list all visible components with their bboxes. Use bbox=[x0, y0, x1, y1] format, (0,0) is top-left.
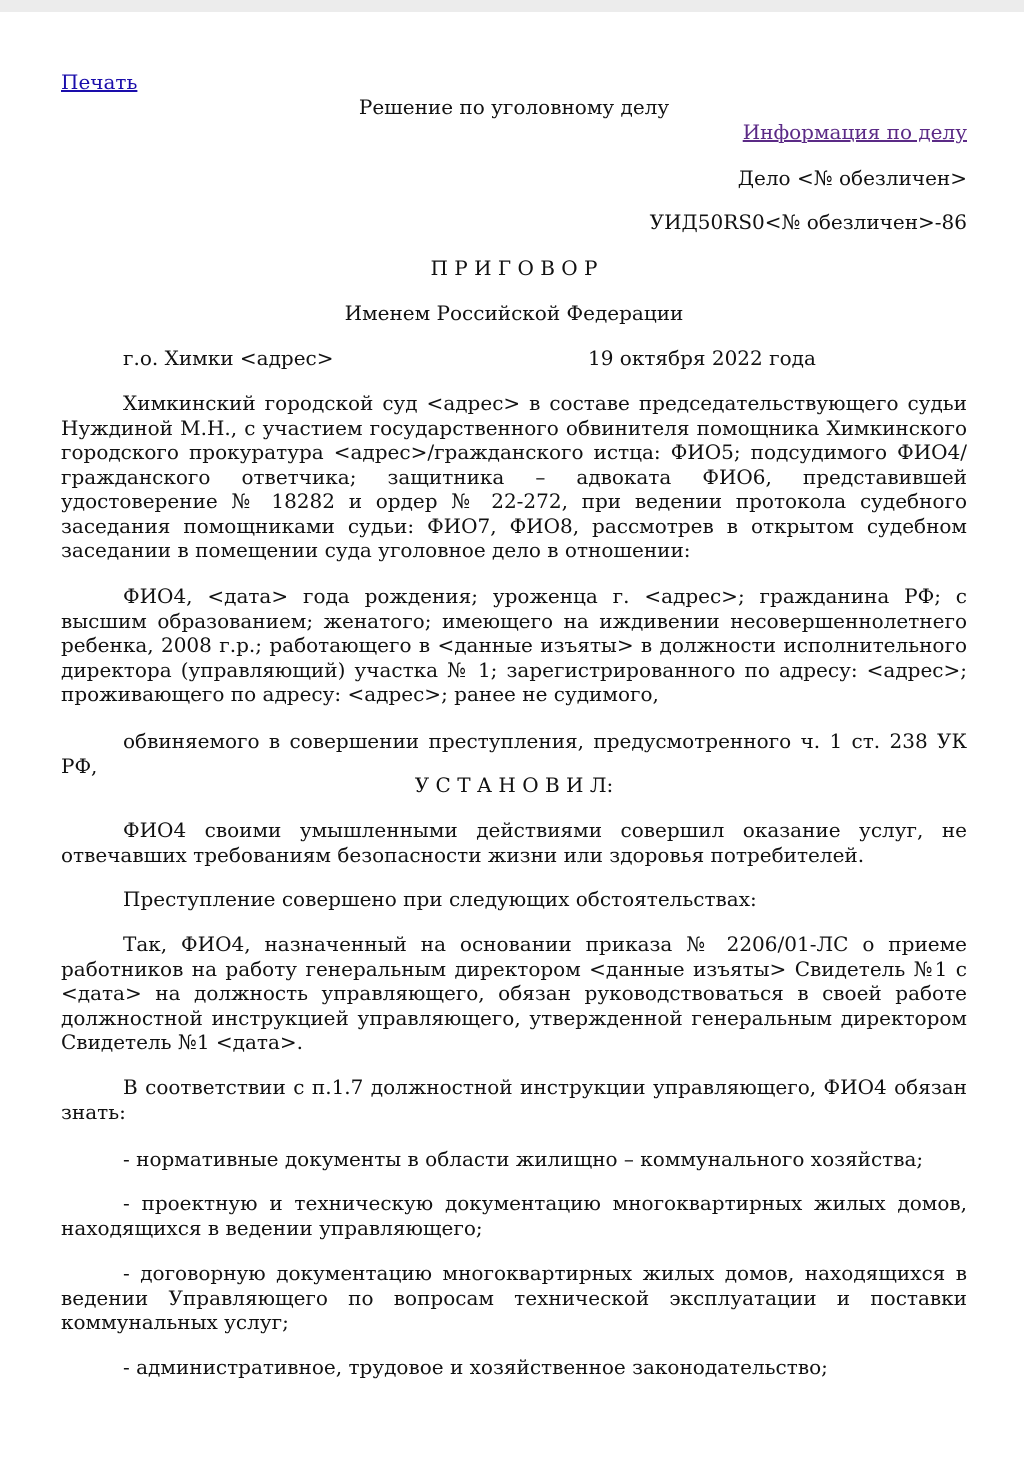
court-place: г.о. Химки <адрес> bbox=[123, 346, 334, 370]
case-uid: УИД50RS0<№ обезличен>-86 bbox=[649, 210, 967, 234]
body-paragraph: Преступление совершено при следующих обстоятельствах: bbox=[123, 887, 757, 911]
browser-top-strip bbox=[0, 0, 1024, 12]
body-paragraph: В соответствии с п.1.7 должностной инструкции управляющего, ФИО4 обязан знать: bbox=[61, 1075, 967, 1124]
in-name-of-federation: Именем Российской Федерации bbox=[344, 301, 684, 325]
case-info-link[interactable]: Информация по делу bbox=[742, 120, 967, 144]
page-title: Решение по уголовному делу bbox=[358, 95, 670, 119]
verdict-heading: П Р И Г О В О Р bbox=[430, 256, 598, 280]
body-paragraph: ФИО4 своими умышленными действиями совершил оказание услуг, не отвечавших требованиям безопасности жизни или здоровья потребителей. bbox=[61, 818, 967, 867]
verdict-date: 19 октября 2022 года bbox=[588, 346, 816, 370]
charge-paragraph: обвиняемого в совершении преступления, предусмотренного ч. 1 ст. 238 УК РФ, bbox=[61, 729, 967, 778]
case-number: Дело <№ обезличен> bbox=[737, 166, 967, 190]
established-heading: У С Т А Н О В И Л: bbox=[414, 773, 614, 797]
court-composition-paragraph: Химкинский городской суд <адрес> в составе председательствующего судьи Нуждиной М.Н., с участием государственного обвинителя помощника Химкинского городского прокуратура <адрес>/гражданского истца: ФИО5; подсудимого ФИО4/ гражданского ответчика; защитника – адвоката ФИО6, представившей удостоверение № 18282 и ордер № 22-272, при ведении протокола судебного заседания помощниками судьи: ФИО7, ФИО8, рассмотрев в открытом судебном заседании в помещении суда уголовное дело в отношении: bbox=[61, 391, 967, 562]
list-item: - договорную документацию многоквартирных жилых домов, находящихся в ведении Управляющего по вопросам технической эксплуатации и поставки коммунальных услуг; bbox=[61, 1261, 967, 1334]
list-item: - административное, трудовое и хозяйственное законодательство; bbox=[123, 1355, 828, 1379]
defendant-info-paragraph: ФИО4, <дата> года рождения; уроженца г. <адрес>; гражданина РФ; с высшим образованием; женатого; имеющего на иждивении несовершеннолетнего ребенка, 2008 г.р.; работающего в <данные изъяты> в должности исполнительного директора (управляющий) участка № 1; зарегистрированного по адресу: <адрес>; проживающего по адресу: <адрес>; ранее не судимого, bbox=[61, 584, 967, 706]
body-paragraph: Так, ФИО4, назначенный на основании приказа № 2206/01-ЛС о приеме работников на работу генеральным директором <данные изъяты> Свидетель №1 с <дата> на должность управляющего, обязан руководствоваться в своей работе должностной инструкцией управляющего, утвержденной генеральным директором Свидетель №1 <дата>. bbox=[61, 932, 967, 1054]
print-link[interactable]: Печать bbox=[61, 70, 138, 94]
list-item: - нормативные документы в области жилищно – коммунального хозяйства; bbox=[123, 1147, 924, 1171]
list-item: - проектную и техническую документацию многоквартирных жилых домов, находящихся в ведении управляющего; bbox=[61, 1191, 967, 1240]
